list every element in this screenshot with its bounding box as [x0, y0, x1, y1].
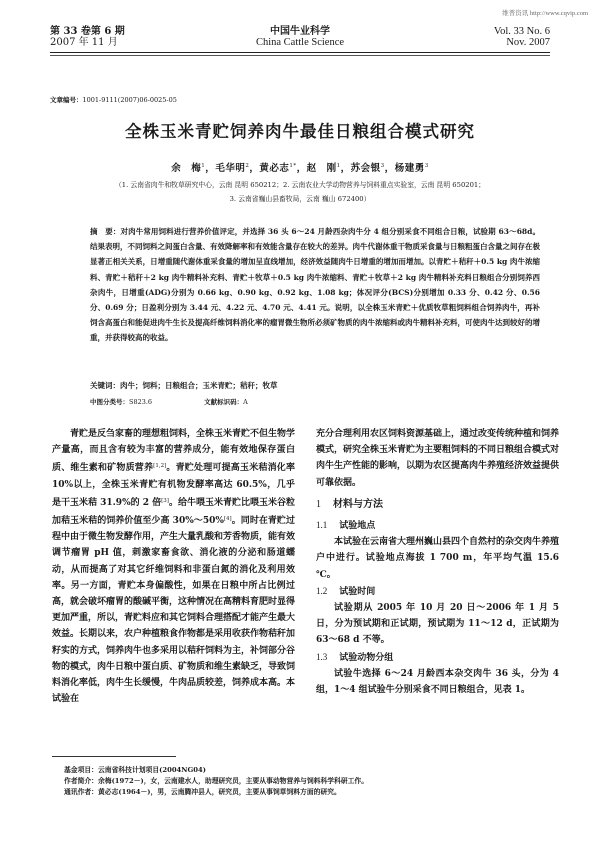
citation: [1,2]: [153, 463, 167, 470]
classification: [90, 397, 248, 406]
paper-title: 全株玉米青贮饲养肉牛最佳日粮组合模式研究: [125, 122, 475, 141]
article-number: [50, 95, 177, 104]
citation: [3]: [161, 497, 169, 504]
volume-issue-en: [494, 26, 550, 48]
clc-value: S823.6: [129, 398, 153, 406]
article-number-value: 1001-9111(2007)06-0025-05: [82, 96, 177, 104]
author-affil-mark: 1: [201, 162, 206, 169]
author: 毛华明: [215, 163, 246, 174]
body-column-right: [316, 426, 559, 698]
author-list: 余 梅$^1$，毛华明$^2$，黄必志$^{1*}$，赵 刚$^1$，苏会银$^3$，杨建勇$^3$: [171, 162, 429, 174]
author-affil-mark: 3: [380, 162, 385, 169]
subsection-text: 本试验在云南省大理州巍山县四个自然村的杂交肉牛养殖户中进行。试验地点海拔 1 700 m，年平均气温 15.6 ℃。: [316, 537, 560, 580]
author: 黄必志: [259, 163, 290, 174]
footnotes: [64, 765, 368, 798]
journal-header: [50, 26, 550, 53]
author-bio-footnote: 作者简介：余梅(1972－)，女，云南建水人，助理研究员，主要从事动物营养与饲料科学科研工作。: [64, 777, 369, 785]
journal-name-en: China Cattle Science: [255, 37, 345, 48]
date-en: Nov. 2007: [506, 37, 550, 48]
abstract-label: 摘 要：: [90, 227, 121, 236]
subsection-heading: 1.3 试验动物分组: [316, 651, 394, 663]
body-column-left: [52, 426, 295, 707]
volume-number-en: Vol. 33 No. 6: [493, 26, 550, 37]
subsection-text: 试验牛选择 6～24 月龄西本杂交肉牛 36 头，分为 4 组，1～4 组试验牛分别采食不同日粮组合，见表 1。: [316, 668, 559, 696]
subsection-text: 试验期从 2005 年 10 月 20 日～2006 年 1 月 5 日，分为预试期和正试期，预试期为 11～12 d，正试期为 63～68 d 不等。: [316, 603, 559, 646]
abstract: [90, 224, 540, 346]
fund-footnote: 基金项目：云南省科技计划项目(2004NG04): [64, 766, 206, 774]
keywords-text: 肉牛；饲料；日粮组合；玉米青贮；秸秆；牧草: [120, 381, 278, 390]
affiliation-line: （1. 云南省肉牛和牧草研究中心，云南 昆明 650212；2. 云南农业大学动物营养与饲料重点实验室，云南 昆明 650201；: [114, 181, 486, 189]
abstract-text: 对肉牛常用饲料进行营养价值评定，并选择 36 头 6～24 月龄西杂肉牛分 4 组分别采食不同组合日粮，试验期 63～68d。结果表明，不同饲料之间蛋白含量、有效降解率和有效能含量存在较大的差异。肉牛代谢体重干物质采食量与日粮粗蛋白含量之间存在极显著正相关关系，日增重随代谢体重采食量的增加呈直线增加，经济效益随肉牛日增重的增加而增加。以青贮＋秸秆＋0.5 kg 肉牛浓缩料、青贮＋秸秆＋2 kg 肉牛精料补充料、青贮＋牧草＋0.5 kg 肉牛浓缩料、青贮＋牧草＋2 kg 肉牛精料补充料日粮组合分别饲养西杂肉牛，日增重(ADG)分别为 0.66 kg、0.90 kg、0.92 kg、1.08 kg；体况评分(BCS)分别增加 0.33 分、0.42 分、0.56 分、0.69 分；日盈利分别为 3.44 元、4.22 元、4.70 元、4.41 元。说明，以全株玉米青贮＋优质牧草粗饲料组合饲养肉牛，再补饲含高蛋白和能促进肉牛生长及提高纤维饲料消化率的瘤胃微生物所必须矿物质的肉牛浓缩料或肉牛精料补充料，可使肉牛达到较好的增重，并获得较高的收益。: [90, 227, 540, 343]
corresponding-author-footnote: 通讯作者：黄必志(1964－)，男，云南腾冲县人，研究员，主要从事饲草饲料方面的研究。: [64, 788, 341, 796]
author-affil-mark: 2: [245, 162, 250, 169]
author-affil-mark: 3: [424, 162, 429, 169]
volume-issue-cn: 第 33 卷第 6 期: [50, 26, 125, 37]
doc-code-value: A: [243, 398, 248, 406]
author: 杨建勇: [394, 163, 425, 174]
clc-label: 中图分类号：: [90, 398, 129, 406]
affiliations: [0, 178, 600, 206]
doc-code-label: 文献标识码：: [204, 398, 244, 406]
keywords: [90, 380, 278, 391]
footnote-divider: [52, 756, 176, 757]
intro-paragraph: 青贮是反刍家畜的理想粗饲料，全株玉米青贮不但生物学产量高，而且含有较为丰富的营养成分，能有效地保存蛋白质、维生素和矿物质营养[1,2]。青贮处理可提高玉米秸消化率 10%以上，全株玉米青贮有机物发酵率高达 60.5%，几乎是干玉米秸 31.9%的 2 倍[3]。给牛喂玉米青贮比喂玉米谷粒加秸玉米秸的饲养价值至少高 30%～50%[4]。同时在青贮过程中由于微生物发酵作用，产生大量乳酸和芳香物质，能有效调节瘤胃 pH 值，刺激家畜食欲、消化液的分泌和肠道蠕动，从而提高了对其它纤维饲料和非蛋白氮的消化及利用效率。另一方面，青贮本身偏酸性，如果在日粮中所占比例过高，就会破坏瘤胃的酸碱平衡，这种情况在高精料育肥时显得更加严重，所以，青贮料应和其它饲料合理搭配才能产生最大效益。长期以来，农户种植粮食作物都是采用收获作物秸秆加籽实的方式，饲养肉牛也多采用以秸秆饲料为主，补饲部分谷物的模式，肉牛日粮中蛋白质、矿物质和维生素缺乏，导致饲料消化率低，肉牛生长缓慢，牛肉品质较差，饲养成本高。本试验在: [52, 429, 296, 705]
author-affil-mark: 1*: [289, 162, 297, 169]
journal-name-cn: 中国牛业科学: [270, 26, 330, 37]
watermark: 维普资讯 http://www.cqvip.com: [502, 10, 588, 17]
subsection-heading: 1.1 试验地点: [316, 520, 376, 532]
article-number-label: 文章编号：: [50, 96, 83, 104]
intro-paragraph-continued: 充分合理利用农区饲料资源基础上，通过改变传统种植和饲养模式，研究全株玉米青贮为主要粗饲料的不同日粮组合模式对肉牛生产性能的影响，以期为农区提高肉牛养殖经济效益提供可靠依据。: [316, 429, 560, 488]
date-cn: 2007 年 11 月: [50, 37, 118, 48]
journal-name: [50, 26, 550, 48]
keywords-label: 关键词：: [90, 381, 120, 390]
subsection-heading: 1.2 试验时间: [316, 585, 376, 597]
citation: [4]: [223, 516, 232, 523]
author: 苏会银: [350, 163, 381, 174]
section-heading: 1 材料与方法: [316, 498, 383, 510]
author: 赵 刚: [306, 163, 337, 174]
affiliation-line: 3. 云南省巍山县畜牧局，云南 巍山 672400）: [229, 195, 371, 203]
author: 余 梅: [171, 163, 202, 174]
author-affil-mark: 1: [336, 162, 341, 169]
